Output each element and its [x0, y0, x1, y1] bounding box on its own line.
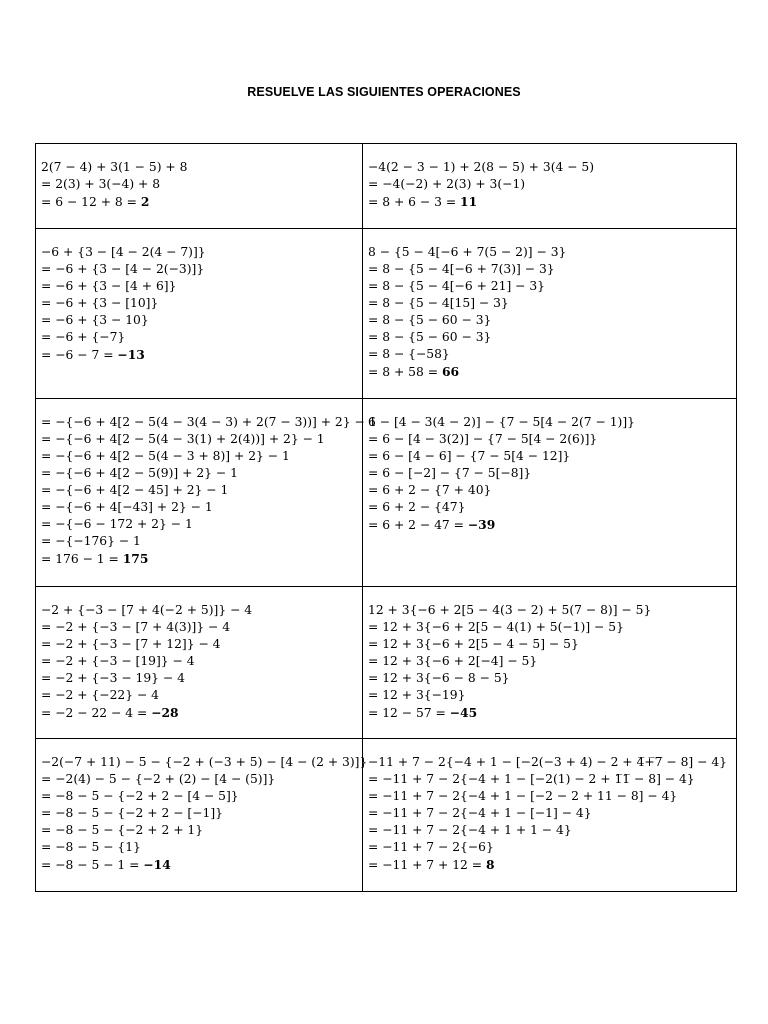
solution-step: = 8 − {5 − 60 − 3}	[368, 313, 492, 327]
solution-step: = 8 − {5 − 4[15] − 3}	[368, 296, 509, 310]
solution-step: = −2 + {−3 − 19} − 4	[41, 671, 185, 685]
solution-step: = −11 + 7 − 2{−4 + 1 + 1 − 4}	[368, 823, 572, 837]
solution-step: = −{−6 + 4[2 − 5(9)] + 2} − 1	[41, 466, 238, 480]
final-answer: −14	[143, 857, 171, 872]
solution-step: = 6 − [4 − 3(2)] − {7 − 5[4 − 2(6)]}	[368, 432, 598, 446]
solution-step: −6 + {3 − [4 − 2(4 − 7)]}	[41, 245, 206, 259]
solution-step: = −8 − 5 − {−2 + 2 + 1}	[41, 823, 204, 837]
solution-step: = −{−6 + 4[2 − 5(4 − 3(1) + 2(4))] + 2} − 1	[41, 432, 325, 446]
exercise-row	[36, 144, 737, 229]
final-answer: −45	[449, 705, 478, 720]
solution-step: = −11 + 7 − 2{−6}	[368, 840, 494, 854]
solution-step: = −11 + 7 + 12 = 8	[368, 857, 495, 872]
exercise-cell	[363, 739, 737, 892]
exercise-cell	[363, 144, 737, 229]
exercise-cell	[363, 399, 737, 587]
solution-step: = 6 + 2 − 47 = −39	[368, 517, 496, 532]
solution-step: = 12 − 57 = −45	[368, 705, 478, 720]
solution-step: 12 + 3{−6 + 2[5 − 4(3 − 2) + 5(7 − 8)] − 5}	[368, 603, 652, 617]
solution-step: = −6 + {−7}	[41, 330, 126, 344]
solution-step: = −2 + {−22} − 4	[41, 688, 160, 702]
solution-step: = 6 − 12 + 8 = 2	[41, 194, 150, 209]
solution-step: = −{−6 + 4[2 − 5(4 − 3(4 − 3) + 2(7 − 3))] + 2} − 1	[41, 415, 377, 429]
final-answer: 11	[460, 194, 478, 209]
solution-step: = −8 − 5 − {−2 + 2 − [−1]}	[41, 806, 223, 820]
solution-step: = −{−6 − 172 + 2} − 1	[41, 517, 193, 531]
exercise-row	[36, 587, 737, 739]
solution-step: = 8 + 58 = 66	[368, 364, 460, 379]
solution-step: = −2 + {−3 − [19]} − 4	[41, 654, 195, 668]
solution-step: = −6 − 7 = −13	[41, 347, 145, 362]
solution-step: 2(7 − 4) + 3(1 − 5) + 8	[41, 160, 188, 174]
exercise-cell	[363, 229, 737, 399]
final-answer: −13	[117, 347, 145, 362]
final-answer: −39	[467, 517, 496, 532]
solution-step: = −8 − 5 − {−2 + 2 − [4 − 5]}	[41, 789, 239, 803]
solution-step: = −11 + 7 − 2{−4 + 1 − [−1] − 4}	[368, 806, 592, 820]
solution-step: = −2(4) − 5 − {−2 + (2) − [4 − (5)]}	[41, 772, 276, 786]
solution-step: = −{−6 + 4[−43] + 2} − 1	[41, 500, 213, 514]
solution-step: = −8 − 5 − 1 = −14	[41, 857, 171, 872]
solution-step: −2(−7 + 11) − 5 − {−2 + (−3 + 5) − [4 − (2 + 3)]}	[41, 755, 368, 769]
solution-step: = −11 + 7 − 2{−4 + 1 − [−2 − 2 + 11 − 8] − 4}	[368, 789, 678, 803]
solution-step: = 12 + 3{−6 + 2[5 − 4 − 5] − 5}	[368, 637, 579, 651]
solution-step: = 12 + 3{−6 − 8 − 5}	[368, 671, 510, 685]
exercise-cell	[36, 399, 377, 587]
page-title: RESUELVE LAS SIGUIENTES OPERACIONES	[247, 85, 521, 99]
solution-step: −4(2 − 3 − 1) + 2(8 − 5) + 3(4 − 5)	[368, 160, 595, 174]
solution-step: = −2 + {−3 − [7 + 4(3)]} − 4	[41, 620, 231, 634]
final-answer: 66	[441, 364, 460, 379]
solution-step: −11 + 7 − 2{−4 + 1 − [−2(−3 + 4) − 2 + 4̅+̅7̅ − 8] − 4}	[368, 755, 727, 769]
final-answer: −28	[151, 705, 179, 720]
solution-step: = −8 − 5 − {1}	[41, 840, 141, 854]
exercise-row	[36, 739, 737, 892]
exercise-cell	[36, 144, 363, 229]
solution-step: = 8 − {−58}	[368, 347, 450, 361]
solution-step: = 6 + 2 − {47}	[368, 500, 466, 514]
solution-step: = 12 + 3{−19}	[368, 688, 466, 702]
solution-step: = 6 + 2 − {7 + 40}	[368, 483, 492, 497]
solution-step: = 8 + 6 − 3 = 11	[368, 194, 478, 209]
solution-step: = 8 − {5 − 4[−6 + 7(3)] − 3}	[368, 262, 555, 276]
final-answer: 8	[486, 857, 495, 872]
solution-step: = 6 − [−2] − {7 − 5[−8]}	[368, 466, 532, 480]
solution-step: = −{−6 + 4[2 − 45] + 2} − 1	[41, 483, 229, 497]
solution-step: 6 − [4 − 3(4 − 2)] − {7 − 5[4 − 2(7 − 1)]}	[368, 415, 635, 429]
solution-step: = −{−6 + 4[2 − 5(4 − 3 + 8)] + 2} − 1	[41, 449, 290, 463]
solution-step: = −2 − 22 − 4 = −28	[41, 705, 179, 720]
exercise-cell	[36, 587, 363, 739]
exercise-cell	[36, 229, 363, 399]
final-answer: 175	[122, 551, 149, 566]
solution-step: = −6 + {3 − [10]}	[41, 296, 159, 310]
solution-step: = 176 − 1 = 175	[41, 551, 149, 566]
solution-step: = 12 + 3{−6 + 2[−4] − 5}	[368, 654, 538, 668]
solution-step: = 6 − [4 − 6] − {7 − 5[4 − 12]}	[368, 449, 571, 463]
exercise-cell	[363, 587, 737, 739]
solution-step: = −{−176} − 1	[41, 534, 141, 548]
exercise-row	[36, 229, 737, 399]
solution-step: = −6 + {3 − [4 + 6]}	[41, 279, 177, 293]
solution-step: = 2(3) + 3(−4) + 8	[41, 177, 161, 191]
solution-step: −2 + {−3 − [7 + 4(−2 + 5)]} − 4	[41, 603, 253, 617]
solution-step: = −4(−2) + 2(3) + 3(−1)	[368, 177, 526, 191]
exercise-row	[36, 399, 737, 587]
solution-step: = −11 + 7 − 2{−4 + 1 − [−2(1) − 2 + 1̅1̅ − 8] − 4}	[368, 772, 695, 786]
solution-step: = −2 + {−3 − [7 + 12]} − 4	[41, 637, 221, 651]
solution-step: = −6 + {3 − 10}	[41, 313, 149, 327]
exercises-table	[35, 143, 737, 892]
solution-step: = 8 − {5 − 4[−6 + 21] − 3}	[368, 279, 546, 293]
solution-step: 8 − {5 − 4[−6 + 7(5 − 2)] − 3}	[368, 245, 567, 259]
exercise-cell	[36, 739, 368, 892]
solution-step: = 12 + 3{−6 + 2[5 − 4(1) + 5(−1)] − 5}	[368, 620, 624, 634]
final-answer: 2	[140, 194, 150, 209]
solution-step: = −6 + {3 − [4 − 2(−3)]}	[41, 262, 205, 276]
solution-step: = 8 − {5 − 60 − 3}	[368, 330, 492, 344]
